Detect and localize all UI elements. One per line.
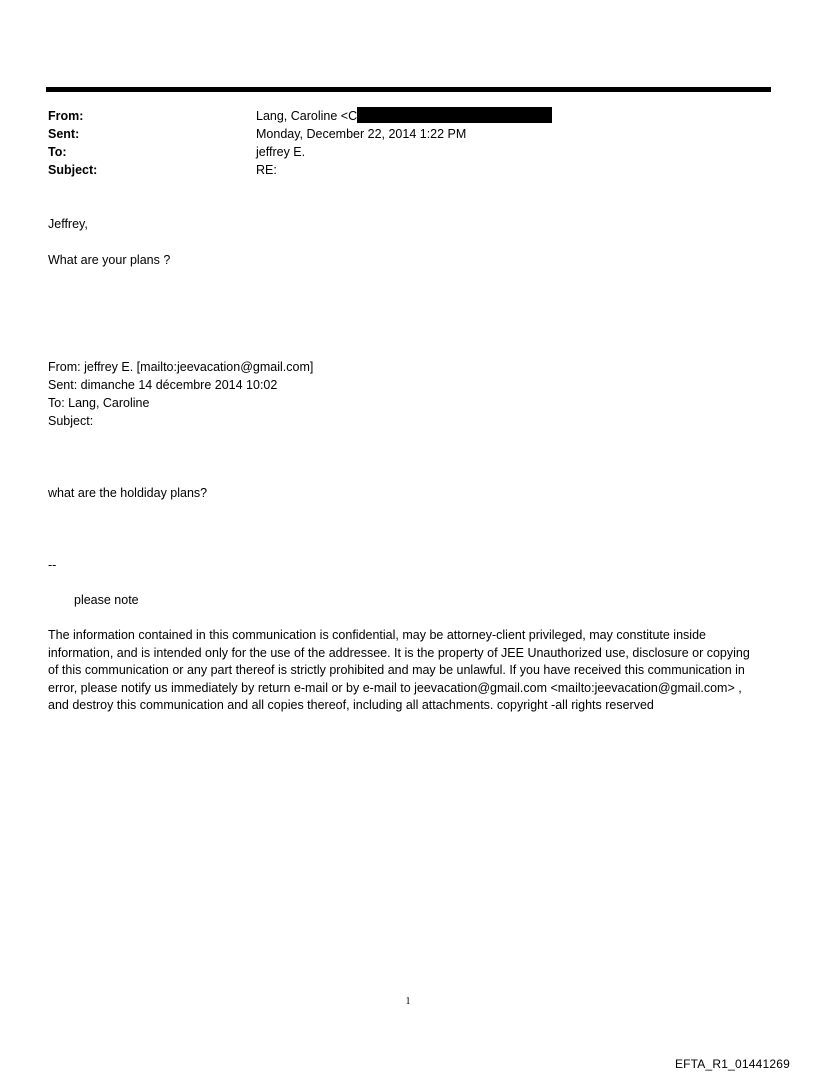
header-subject-row bbox=[48, 161, 768, 179]
subject-value: RE: bbox=[256, 163, 277, 177]
subject-label: Subject: bbox=[48, 163, 98, 177]
page-number: 1 bbox=[405, 996, 411, 1007]
redaction-block bbox=[357, 107, 552, 123]
header-from-row bbox=[48, 107, 768, 125]
header-sent-row bbox=[48, 125, 768, 143]
from-label: From: bbox=[48, 109, 84, 123]
sent-label: Sent: bbox=[48, 127, 80, 141]
original-to-line: To: Lang, Caroline bbox=[48, 396, 150, 410]
original-subject-line: Subject: bbox=[48, 414, 94, 428]
original-from-line: From: jeffrey E. [mailto:jeevacation@gmail.com] bbox=[48, 360, 314, 374]
to-label: To: bbox=[48, 145, 67, 159]
please-note: please note bbox=[74, 593, 139, 607]
signature-separator: -- bbox=[48, 558, 57, 572]
from-value bbox=[256, 107, 552, 125]
from-value-text: Lang, Caroline <C bbox=[256, 109, 358, 123]
original-sent-line: Sent: dimanche 14 décembre 2014 10:02 bbox=[48, 378, 278, 392]
original-body: what are the holdiday plans? bbox=[48, 486, 208, 500]
reply-body: What are your plans ? bbox=[48, 253, 171, 267]
header-to-row bbox=[48, 143, 768, 161]
sent-value: Monday, December 22, 2014 1:22 PM bbox=[256, 127, 467, 141]
header-rule bbox=[46, 87, 771, 92]
reply-greeting: Jeffrey, bbox=[48, 217, 88, 231]
confidentiality-disclaimer: The information contained in this communication is confidential, may be attorney-client privileged, may constitute inside information, and is intended only for the use of the addressee. It is the property of JEE Unauthorized use, disclosure or copying of this communication or any part thereof is strictly prohibited and may be unlawful. If you have received this communication in error, please notify us immediately by return e-mail or by e-mail to jeevacation@gmail.com <mailto:jeevacation@gmail.com> , and destroy this communication and all copies thereof, including all attachments. copyright -all rights reserved bbox=[48, 628, 750, 713]
to-value: jeffrey E. bbox=[256, 145, 306, 159]
bates-number: EFTA_R1_01441269 bbox=[674, 1057, 790, 1071]
